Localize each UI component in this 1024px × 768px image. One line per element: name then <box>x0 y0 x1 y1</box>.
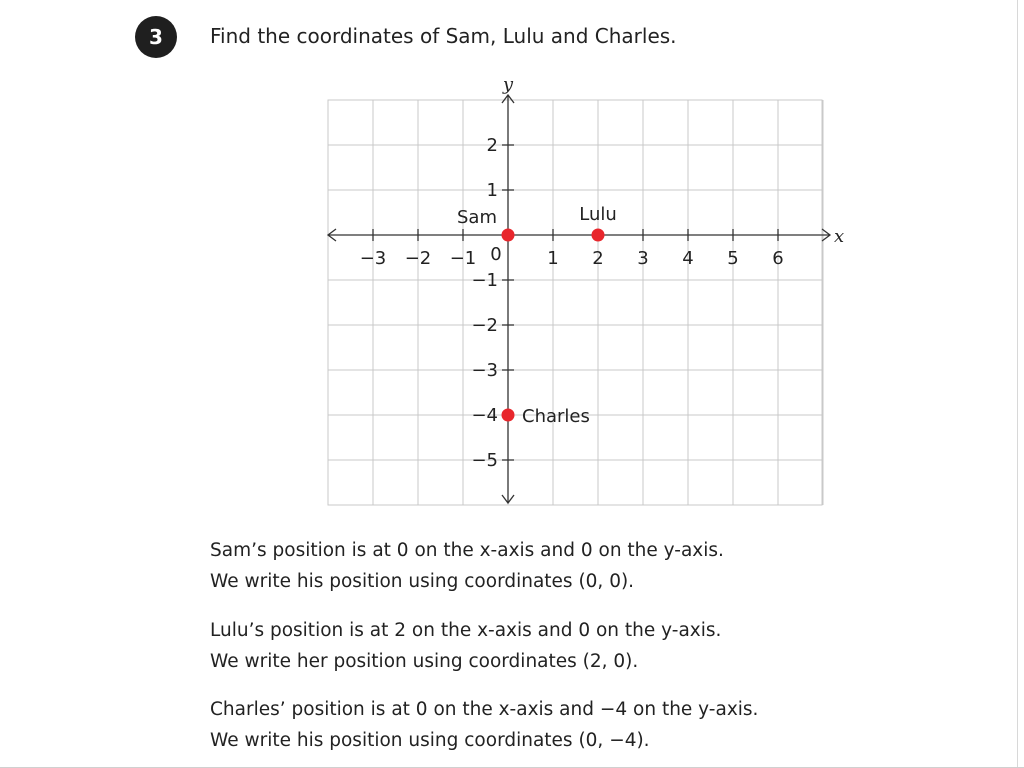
explanation-lulu-line1: Lulu’s position is at 2 on the x-axis and 0 on the y-axis. <box>210 620 722 641</box>
y-tick-label: −1 <box>471 270 498 291</box>
x-tick-label: 1 <box>547 248 559 269</box>
explanation-lulu-line2: We write her position using coordinates (2, 0). <box>210 651 639 672</box>
explanation-lulu <box>210 615 721 677</box>
point-label-sam: Sam <box>457 207 497 228</box>
page-right-border <box>1017 0 1018 768</box>
point-charles <box>502 409 515 422</box>
y-tick-label: 2 <box>486 135 498 156</box>
explanation-charles <box>210 694 758 756</box>
point-lulu <box>592 229 605 242</box>
grid-lines <box>328 100 823 505</box>
origin-label: 0 <box>490 244 502 265</box>
explanation-sam-line2: We write his position using coordinates (0, 0). <box>210 571 635 592</box>
question-number-badge: 3 <box>135 16 177 58</box>
x-tick-label: 5 <box>727 248 739 269</box>
x-tick-label: −2 <box>404 248 432 269</box>
x-tick-label: −1 <box>449 248 477 269</box>
x-axis-label: x <box>834 226 845 247</box>
point-sam <box>502 229 515 242</box>
y-axis-label: y <box>502 74 514 95</box>
point-label-charles: Charles <box>522 406 590 427</box>
x-tick-label: 6 <box>772 248 784 269</box>
explanation-charles-line2: We write his position using coordinates (0, −4). <box>210 730 650 751</box>
x-tick-label: 4 <box>682 248 694 269</box>
y-tick-label: −2 <box>471 315 498 336</box>
y-tick-label: −5 <box>471 450 498 471</box>
grid-border <box>328 100 822 505</box>
explanation-charles-line1: Charles’ position is at 0 on the x-axis and −4 on the y-axis. <box>210 699 759 720</box>
explanation-sam <box>210 535 724 597</box>
point-label-lulu: Lulu <box>579 204 617 225</box>
explanation-sam-line1: Sam’s position is at 0 on the x-axis and 0 on the y-axis. <box>210 540 724 561</box>
x-tick-label: 3 <box>637 248 649 269</box>
y-tick-label: −4 <box>471 405 498 426</box>
x-tick-label: −3 <box>359 248 387 269</box>
x-tick-label: 2 <box>592 248 604 269</box>
y-tick-label: 1 <box>486 180 498 201</box>
question-text: Find the coordinates of Sam, Lulu and Charles. <box>210 24 677 48</box>
y-tick-label: −3 <box>471 360 498 381</box>
